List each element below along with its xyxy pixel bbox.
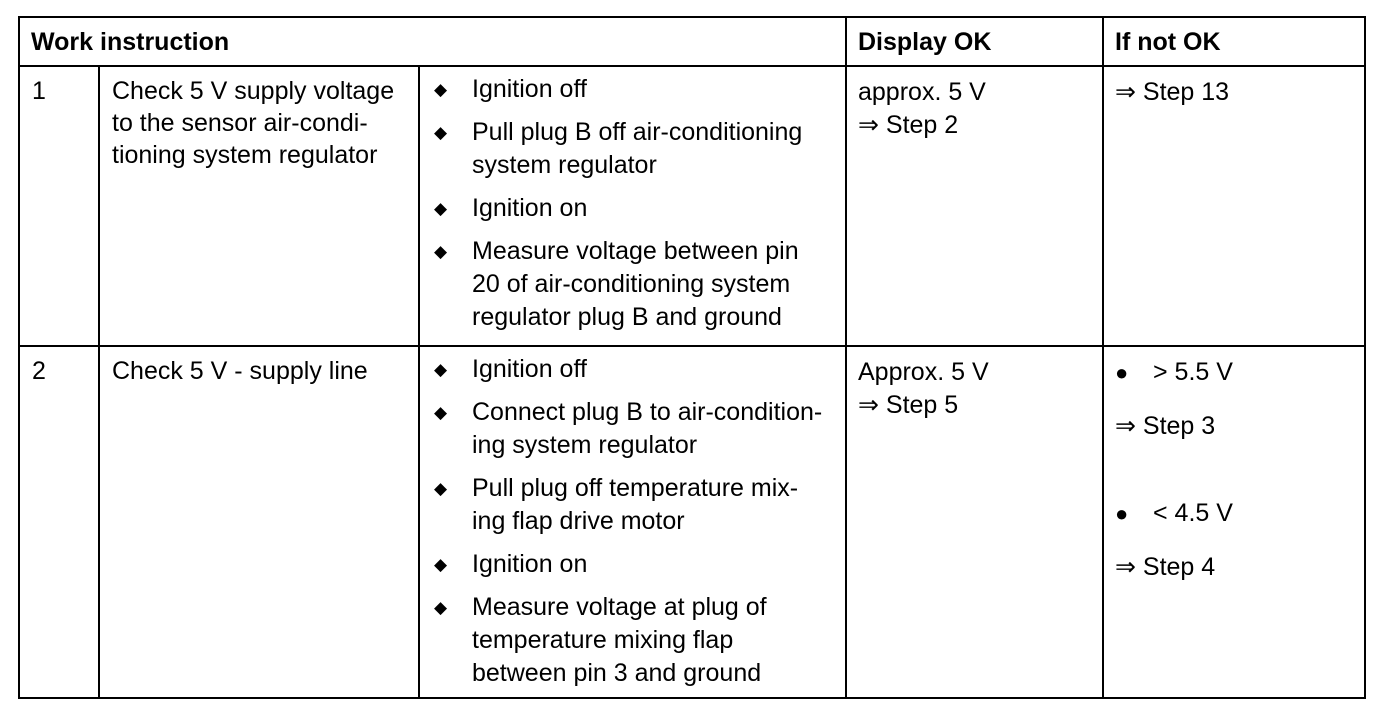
if-not-ok-next-step: ⇒ Step 13 <box>1115 78 1230 106</box>
task-line: Check 5 V supply voltage <box>112 77 395 105</box>
diamond-bullet-icon: ◆ <box>434 80 448 99</box>
condition-next-step: ⇒ Step 4 <box>1115 553 1216 581</box>
display-ok-next-step: ⇒ Step 2 <box>858 111 959 139</box>
operation-item <box>434 472 837 538</box>
operation-item <box>434 353 837 386</box>
task-line: Check 5 V - supply line <box>112 357 368 385</box>
operation-line: Connect plug B to air-condition- <box>472 398 823 426</box>
operation-line: Ignition on <box>472 194 588 222</box>
display-ok-next-step: ⇒ Step 5 <box>858 391 959 419</box>
task-line: to the sensor air-condi- <box>112 109 368 137</box>
operation-line: Pull plug B off air-conditioning <box>472 118 803 146</box>
task-line: tioning system regulator <box>112 141 378 169</box>
table-row <box>19 346 1365 698</box>
operation-item <box>434 73 837 106</box>
if-not-ok-cell <box>1103 346 1365 698</box>
condition-value: > 5.5 V <box>1153 358 1233 386</box>
condition-next-step: ⇒ Step 3 <box>1115 412 1216 440</box>
operations-list <box>419 66 846 346</box>
operation-line: Ignition off <box>472 75 587 103</box>
round-bullet-icon: ● <box>1115 501 1129 526</box>
operation-line: Ignition on <box>472 550 588 578</box>
condition-value: < 4.5 V <box>1153 499 1233 527</box>
diamond-bullet-icon: ◆ <box>434 242 448 261</box>
operation-item <box>434 116 837 182</box>
operation-item <box>434 192 837 225</box>
diamond-bullet-icon: ◆ <box>434 403 448 422</box>
operation-line: between pin 3 and ground <box>472 659 762 687</box>
diamond-bullet-icon: ◆ <box>434 360 448 379</box>
round-bullet-icon: ● <box>1115 360 1129 385</box>
operations-list <box>419 346 846 698</box>
condition-item <box>1115 497 1356 530</box>
operation-line: Measure voltage at plug of <box>472 593 767 621</box>
diamond-bullet-icon: ◆ <box>434 598 448 617</box>
header-if-not-ok: If not OK <box>1103 17 1365 66</box>
display-ok-value: approx. 5 V <box>858 78 986 106</box>
operation-item <box>434 591 837 690</box>
display-ok-value: Approx. 5 V <box>858 358 989 386</box>
step-number: 2 <box>19 346 99 698</box>
operation-line: ing flap drive motor <box>472 507 685 535</box>
diamond-bullet-icon: ◆ <box>434 199 448 218</box>
spacer <box>1115 443 1356 497</box>
operation-item <box>434 548 837 581</box>
condition-item <box>1115 356 1356 389</box>
header-work-instruction: Work instruction <box>19 17 846 66</box>
operation-line: Pull plug off temperature mix- <box>472 474 799 502</box>
display-ok-cell <box>846 66 1103 346</box>
header-row <box>19 17 1365 66</box>
table-row <box>19 66 1365 346</box>
diamond-bullet-icon: ◆ <box>434 479 448 498</box>
if-not-ok-cell <box>1103 66 1365 346</box>
header-display-ok: Display OK <box>846 17 1103 66</box>
display-ok-cell <box>846 346 1103 698</box>
operation-line: 20 of air-conditioning system <box>472 270 791 298</box>
spacer <box>1115 389 1356 410</box>
diamond-bullet-icon: ◆ <box>434 123 448 142</box>
step-number: 1 <box>19 66 99 346</box>
operation-item <box>434 235 837 334</box>
operation-line: ing system regulator <box>472 431 698 459</box>
operation-line: Measure voltage between pin <box>472 237 799 265</box>
spacer <box>1115 530 1356 551</box>
task-description <box>99 66 419 346</box>
operation-item <box>434 396 837 462</box>
work-instruction-table <box>18 16 1366 699</box>
diamond-bullet-icon: ◆ <box>434 555 448 574</box>
task-description <box>99 346 419 698</box>
operation-line: temperature mixing flap <box>472 626 734 654</box>
operation-line: Ignition off <box>472 355 587 383</box>
operation-line: regulator plug B and ground <box>472 303 782 331</box>
operation-line: system regulator <box>472 151 657 179</box>
